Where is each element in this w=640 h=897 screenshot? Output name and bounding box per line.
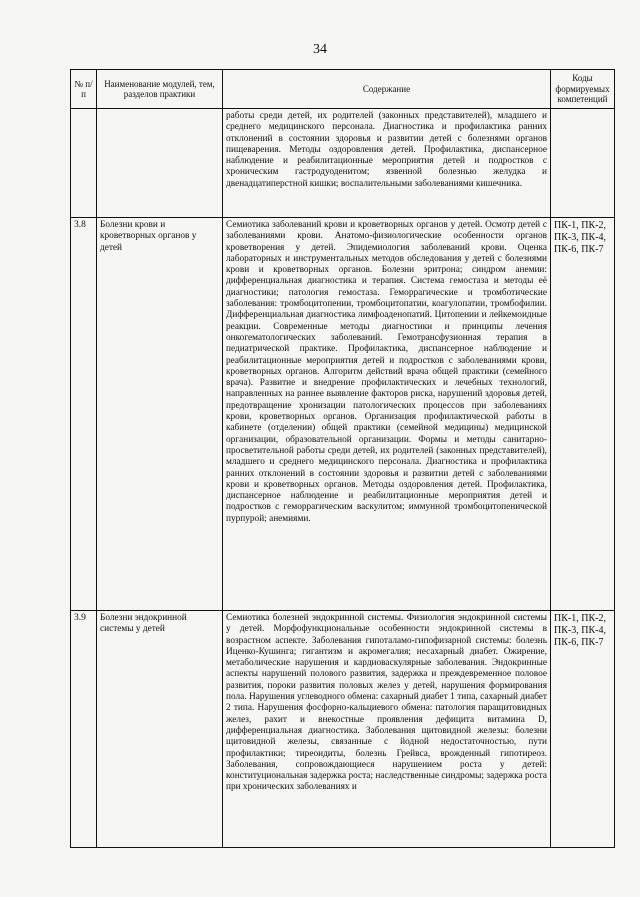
header-num: № п/п bbox=[71, 70, 97, 109]
row-num bbox=[71, 109, 97, 218]
row-codes bbox=[551, 109, 615, 218]
header-content: Содержание bbox=[223, 70, 551, 109]
table-row bbox=[71, 218, 615, 611]
row-content: Семиотика болезней эндокринной системы. Физиология эндокринной системы у детей. Морфофункциональные особенности эндокринной системы в возрастном аспекте. Заболевания гипоталамо-гипофизарной системы: болезнь Иценко-Кушинга; гигантизм и акромегалия; несахарный диабет. Ожирение, метаболические нарушения и кардиоваскулярные заболевания. Эндокринные аспекты нарушений полового развития, задержка и преждевременное половое развития, пороки развития половых желез у детей, нарушения формирования пола. Нарушения углеводного обмена: сахарный диабет 1 типа, сахарный диабет 2 типа. Нарушения фосфорно-кальциевого обмена: патология паращитовидных желез, рахит и внекостные проявления дефицита витамина D, дифференциальная диагностика. Заболевания щитовидной железы: болезни щитовидной железы, связанные с йодной недостаточностью, пути профилактики; тиреоидиты, болезнь Грейвса, врожденный гипотиреоз. Заболевания, сопровождающиеся нарушением роста у детей: конституциональная задержка роста; наследственные синдромы; задержка роста при хронических заболеваниях и bbox=[223, 611, 551, 848]
row-num: 3.9 bbox=[71, 611, 97, 848]
header-name: Наименование модулей, тем, разделов практики bbox=[97, 70, 223, 109]
table-row bbox=[71, 109, 615, 218]
row-codes: ПК-1, ПК-2, ПК-3, ПК-4, ПК-6, ПК-7 bbox=[551, 611, 615, 848]
row-content: работы среди детей, их родителей (законных представителей), младшего и среднего медицинского персонала. Диагностика и профилактика ранних отклонений в состоянии здоровья и развитии детей с болезнями органов пищеварения. Методы оздоровления детей. Профилактика, диспансерное наблюдение и реабилитационные мероприятия детей и подростков с хроническим гастродуоденитом; язвенной болезнью желудка и двенадцатиперстной кишки; воспалительными заболеваниями кишечника. bbox=[223, 109, 551, 218]
row-name: Болезни крови и кроветворных органов у детей bbox=[97, 218, 223, 611]
curriculum-table bbox=[70, 69, 615, 848]
table-header-row bbox=[71, 70, 615, 109]
page-number: 34 bbox=[313, 42, 327, 57]
row-name: Болезни эндокринной системы у детей bbox=[97, 611, 223, 848]
row-name bbox=[97, 109, 223, 218]
row-num: 3.8 bbox=[71, 218, 97, 611]
table-row bbox=[71, 611, 615, 848]
header-codes: Коды формируемых компетенций bbox=[551, 70, 615, 109]
row-codes: ПК-1, ПК-2, ПК-3, ПК-4, ПК-6, ПК-7 bbox=[551, 218, 615, 611]
row-content: Семиотика заболеваний крови и кроветворных органов у детей. Осмотр детей с заболеваниями крови. Анатомо-физиологические особенности органов кроветворения у детей. Эпидемиология заболеваний крови. Оценка лабораторных и инструментальных методов обследования у детей с болезнями крови и кроветворных органов. Болезни эритрона; синдром анемии: дифференциальная диагностика и терапия. Система гемостаза и методы её диагностики; патология гемостаза. Геморрагические и тромботические заболевания: тромбоцитопении, тромбоцитопатии, коагулопатии, тромбофилии. Дифференциальная диагностика лимфоаденопатий. Цитопении и лейкемоидные реакции. Современные методы диагностики и принципы лечения онкогематологических заболеваний. Гемотрансфузионная терапия в педиатрической практике. Профилактика, диспансерное наблюдение и реабилитационные мероприятия детей и подростков с заболеваниями крови, кроветворных органов. Алгоритм действий врача общей практики (семейного врача). Развитие и внедрение профилактических и лечебных технологий, направленных на раннее выявление факторов риска, нарушений здоровья детей, предотвращение хронизации патологических процессов при заболеваниях крови, кроветворных органов. Организация профилактической работы в кабинете (отделении) общей практики (семейной медицины) медицинской организации, образовательной организации. Формы и методы санитарно-просветительной работы среди детей, их родителей (законных представителей), младшего и среднего медицинского персонала. Диагностика и профилактика ранних отклонений в состоянии здоровья и развитии детей с заболеваниями крови и кроветворных органов. Методы оздоровления детей. Профилактика, диспансерное наблюдение и реабилитационные мероприятия детей и подростков с геморрагическим васкулитом; иммунной тромбоцитопенической пурпурой; анемиями. bbox=[223, 218, 551, 611]
